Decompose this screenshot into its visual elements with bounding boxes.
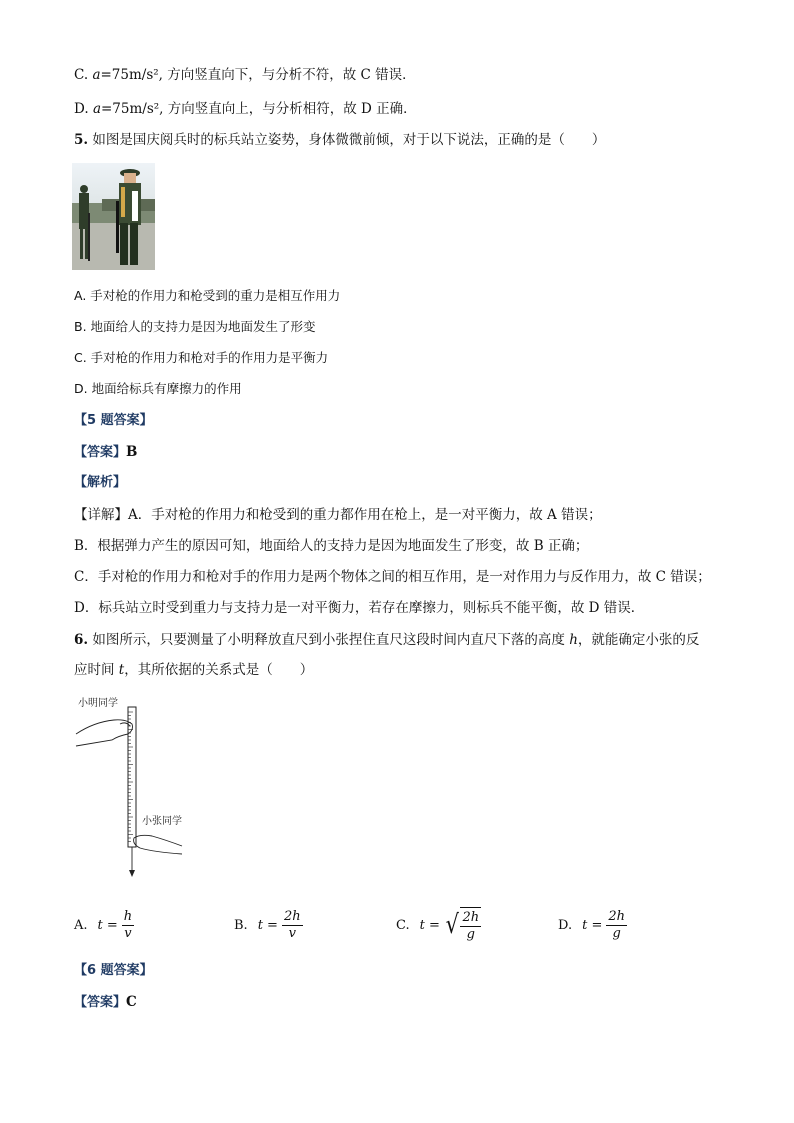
option-d-previous: D. a=75m/s², 方向竖直向上，与分析相符，故 D 正确． xyxy=(74,101,417,117)
sqrt-symbol: √ $\frac{2h}{g}$ xyxy=(444,907,481,943)
q6-option-b: B. t = $\frac{2h}{v}$ xyxy=(234,908,301,941)
figure-label-xiaozhang: 小张同学 xyxy=(142,816,182,827)
q5-stem: 5. 如图是国庆阅兵时的标兵站立姿势，身体微微前倾，对于以下说法，正确的是（ ） xyxy=(74,132,606,148)
honor-guard-photo xyxy=(72,163,155,270)
q5-answer: 【答案】B xyxy=(74,444,138,460)
q6-option-c: C. t = √ $\frac{2h}{g}$ xyxy=(396,905,481,945)
q5-answer-header: 【5 题答案】 xyxy=(74,413,153,428)
q6-answer: 【答案】C xyxy=(74,994,137,1010)
q5-explanation-c: C．手对枪的作用力和枪对手的作用力是两个物体之间的相互作用，是一对作用力与反作用力，故 C 错误； xyxy=(74,569,711,585)
q6-stem-line1: 6. 如图所示，只要测量了小明释放直尺到小张捏住直尺这段时间内直尺下落的高度 h，就能确定小张的反 xyxy=(74,632,700,648)
q5-analysis-header: 【解析】 xyxy=(74,475,127,490)
q6-stem-line2: 应时间 t，其所依据的关系式是（ ） xyxy=(74,662,314,678)
q6-answer-header: 【6 题答案】 xyxy=(74,963,153,978)
falling-ruler-figure xyxy=(74,694,194,879)
q6-option-d: D. t = $\frac{2h}{g}$ xyxy=(558,908,625,941)
q5-explanation-a: 【详解】A．手对枪的作用力和枪受到的重力都作用在枪上，是一对平衡力，故 A 错误； xyxy=(74,507,602,523)
q5-explanation-b: B．根据弹力产生的原因可知，地面给人的支持力是因为地面发生了形变，故 B 正确； xyxy=(74,538,589,554)
option-c-previous: C. a=75m/s², 方向竖直向下，与分析不符，故 C 错误． xyxy=(74,67,416,83)
q5-explanation-d: D．标兵站立时受到重力与支持力是一对平衡力，若存在摩擦力，则标兵不能平衡，故 D 错误． xyxy=(74,600,645,616)
q6-option-a: A. t = $\frac{h}{v}$ xyxy=(74,908,133,941)
q5-option-a: A. 手对枪的作用力和枪受到的重力是相互作用力 xyxy=(74,288,341,303)
q5-option-c: C. 手对枪的作用力和枪对手的作用力是平衡力 xyxy=(74,350,329,365)
q5-option-b: B. 地面给人的支持力是因为地面发生了形变 xyxy=(74,319,316,334)
figure-label-xiaoming: 小明同学 xyxy=(78,698,118,709)
q5-option-d: D. 地面给标兵有摩擦力的作用 xyxy=(74,381,242,396)
